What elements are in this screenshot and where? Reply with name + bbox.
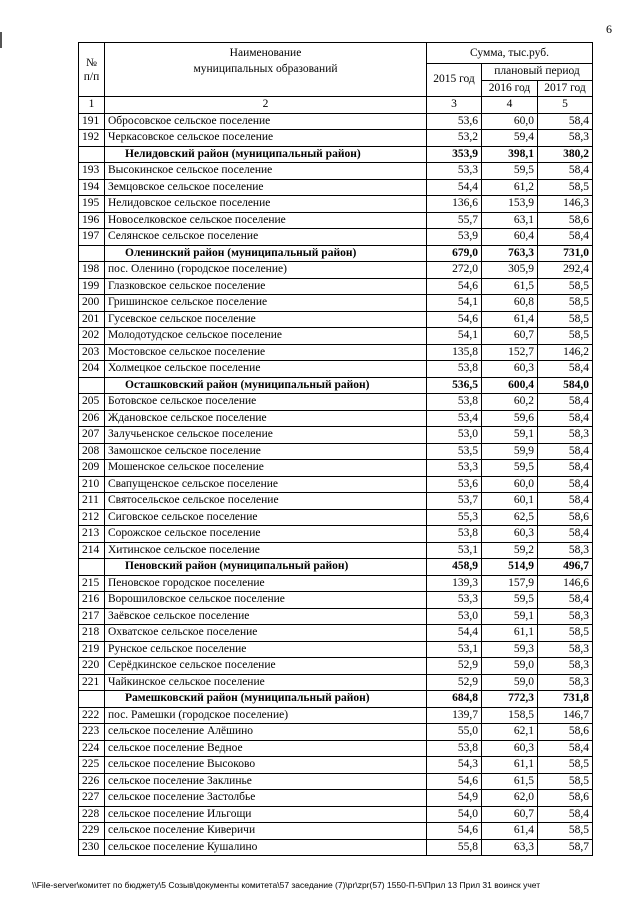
row-number: 196 (79, 212, 105, 229)
row-number: 221 (79, 674, 105, 691)
municipality-name: Свапущенское сельское поселение (105, 476, 427, 493)
municipality-name: пос. Оленино (городское поселение) (105, 262, 427, 279)
table-row (79, 740, 593, 757)
value-2015: 53,8 (427, 394, 482, 411)
value-2016: 60,3 (482, 361, 538, 378)
value-2017: 58,3 (538, 641, 593, 658)
value-2016: 60,2 (482, 394, 538, 411)
table-row (79, 823, 593, 840)
row-number: 222 (79, 707, 105, 724)
municipality-name: Молодотудское сельское поселение (105, 328, 427, 345)
table-row (79, 328, 593, 345)
table-row (79, 707, 593, 724)
value-2016: 59,2 (482, 542, 538, 559)
value-2016: 59,0 (482, 658, 538, 675)
table-row (79, 625, 593, 642)
table-body (79, 113, 593, 856)
row-number: 212 (79, 509, 105, 526)
table-row (79, 212, 593, 229)
table-row (79, 526, 593, 543)
value-2015: 55,0 (427, 724, 482, 741)
row-number (79, 245, 105, 262)
value-2015: 53,4 (427, 410, 482, 427)
row-number: 228 (79, 806, 105, 823)
municipality-name: Пеновское городское поселение (105, 575, 427, 592)
table-row (79, 592, 593, 609)
municipality-name: Гусевское сельское поселение (105, 311, 427, 328)
row-number: 229 (79, 823, 105, 840)
table-row (79, 278, 593, 295)
municipality-name: Черкасовское сельское поселение (105, 130, 427, 147)
value-2015: 53,1 (427, 542, 482, 559)
value-2015: 53,8 (427, 526, 482, 543)
colnum-5: 5 (538, 97, 593, 114)
value-2015: 136,6 (427, 196, 482, 213)
municipality-name: Глазковское сельское поселение (105, 278, 427, 295)
table-row (79, 790, 593, 807)
value-2016: 60,3 (482, 526, 538, 543)
value-2016: 398,1 (482, 146, 538, 163)
column-numbers-row (79, 97, 593, 114)
row-number: 192 (79, 130, 105, 147)
value-2015: 53,5 (427, 443, 482, 460)
table-row (79, 229, 593, 246)
header-num: № п/п (79, 43, 105, 97)
municipality-name: пос. Рамешки (городское поселение) (105, 707, 427, 724)
value-2016: 61,4 (482, 311, 538, 328)
value-2017: 58,5 (538, 823, 593, 840)
row-number: 224 (79, 740, 105, 757)
value-2017: 731,0 (538, 245, 593, 262)
row-number: 209 (79, 460, 105, 477)
colnum-4: 4 (482, 97, 538, 114)
value-2015: 52,9 (427, 674, 482, 691)
value-2017: 292,4 (538, 262, 593, 279)
value-2016: 61,1 (482, 757, 538, 774)
value-2017: 58,5 (538, 328, 593, 345)
value-2016: 60,1 (482, 493, 538, 510)
municipality-name: Сорожское сельское поселение (105, 526, 427, 543)
table-row (79, 427, 593, 444)
table-row (79, 493, 593, 510)
row-number: 214 (79, 542, 105, 559)
value-2015: 52,9 (427, 658, 482, 675)
value-2017: 146,3 (538, 196, 593, 213)
value-2017: 58,4 (538, 806, 593, 823)
header-sum: Сумма, тыс.руб. (427, 43, 593, 64)
header-plan-period: плановый период (482, 64, 593, 81)
municipality-name: Оленинский район (муниципальный район) (105, 245, 427, 262)
table-row (79, 509, 593, 526)
value-2015: 53,8 (427, 740, 482, 757)
row-number: 226 (79, 773, 105, 790)
value-2017: 58,4 (538, 592, 593, 609)
value-2015: 53,2 (427, 130, 482, 147)
value-2017: 58,4 (538, 443, 593, 460)
municipality-name: Осташковский район (муниципальный район) (105, 377, 427, 394)
row-number: 191 (79, 113, 105, 130)
value-2017: 58,6 (538, 509, 593, 526)
value-2015: 679,0 (427, 245, 482, 262)
municipality-name: Охватское сельское поселение (105, 625, 427, 642)
value-2017: 58,3 (538, 427, 593, 444)
value-2016: 158,5 (482, 707, 538, 724)
value-2015: 54,6 (427, 773, 482, 790)
row-number: 208 (79, 443, 105, 460)
value-2015: 54,1 (427, 295, 482, 312)
value-2016: 61,5 (482, 278, 538, 295)
value-2016: 61,5 (482, 773, 538, 790)
value-2017: 58,3 (538, 658, 593, 675)
value-2015: 53,9 (427, 229, 482, 246)
municipality-name: Гришинское сельское поселение (105, 295, 427, 312)
value-2016: 63,1 (482, 212, 538, 229)
table-row (79, 130, 593, 147)
table-row (79, 295, 593, 312)
row-number: 205 (79, 394, 105, 411)
row-number: 202 (79, 328, 105, 345)
row-number: 219 (79, 641, 105, 658)
row-number: 217 (79, 608, 105, 625)
municipality-name: Мостовское сельское поселение (105, 344, 427, 361)
value-2017: 58,6 (538, 790, 593, 807)
municipality-name: Рамешковский район (муниципальный район) (105, 691, 427, 708)
value-2017: 58,5 (538, 625, 593, 642)
table-row (79, 361, 593, 378)
table-row (79, 311, 593, 328)
row-number: 213 (79, 526, 105, 543)
value-2016: 60,7 (482, 328, 538, 345)
value-2015: 53,3 (427, 460, 482, 477)
value-2016: 157,9 (482, 575, 538, 592)
value-2017: 58,5 (538, 278, 593, 295)
district-total-row (79, 559, 593, 576)
budget-table (78, 42, 593, 856)
row-number (79, 377, 105, 394)
row-number: 194 (79, 179, 105, 196)
municipality-name: Холмецкое сельское поселение (105, 361, 427, 378)
value-2016: 62,1 (482, 724, 538, 741)
municipality-name: Хитинское сельское поселение (105, 542, 427, 559)
value-2017: 146,7 (538, 707, 593, 724)
value-2015: 54,4 (427, 625, 482, 642)
value-2017: 731,8 (538, 691, 593, 708)
value-2017: 58,6 (538, 212, 593, 229)
table-row (79, 344, 593, 361)
value-2015: 353,9 (427, 146, 482, 163)
row-number: 230 (79, 839, 105, 856)
row-number: 198 (79, 262, 105, 279)
row-number: 210 (79, 476, 105, 493)
district-total-row (79, 377, 593, 394)
value-2016: 59,6 (482, 410, 538, 427)
municipality-name: Святосельское сельское поселение (105, 493, 427, 510)
table-row (79, 163, 593, 180)
value-2015: 135,8 (427, 344, 482, 361)
municipality-name: Ворошиловское сельское поселение (105, 592, 427, 609)
row-number: 197 (79, 229, 105, 246)
page-number: 6 (606, 22, 612, 36)
header-2016: 2016 год (482, 80, 538, 97)
municipality-name: сельское поселение Алёшино (105, 724, 427, 741)
header-2017: 2017 год (538, 80, 593, 97)
value-2016: 60,0 (482, 113, 538, 130)
value-2017: 496,7 (538, 559, 593, 576)
value-2016: 153,9 (482, 196, 538, 213)
row-number: 218 (79, 625, 105, 642)
table-row (79, 575, 593, 592)
table-row (79, 724, 593, 741)
value-2017: 58,3 (538, 542, 593, 559)
value-2017: 58,3 (538, 674, 593, 691)
value-2015: 53,0 (427, 608, 482, 625)
value-2016: 59,5 (482, 460, 538, 477)
value-2015: 54,6 (427, 311, 482, 328)
row-number: 227 (79, 790, 105, 807)
row-number: 195 (79, 196, 105, 213)
value-2016: 60,7 (482, 806, 538, 823)
value-2015: 55,7 (427, 212, 482, 229)
value-2015: 54,0 (427, 806, 482, 823)
municipality-name: Сиговское сельское поселение (105, 509, 427, 526)
table-row (79, 641, 593, 658)
value-2015: 139,7 (427, 707, 482, 724)
value-2016: 60,4 (482, 229, 538, 246)
municipality-name: сельское поселение Ильгощи (105, 806, 427, 823)
row-number: 193 (79, 163, 105, 180)
table-row (79, 394, 593, 411)
value-2017: 58,4 (538, 394, 593, 411)
value-2015: 53,6 (427, 113, 482, 130)
table-row (79, 179, 593, 196)
row-number: 200 (79, 295, 105, 312)
row-number (79, 146, 105, 163)
value-2017: 584,0 (538, 377, 593, 394)
value-2015: 55,8 (427, 839, 482, 856)
row-number: 211 (79, 493, 105, 510)
value-2016: 60,3 (482, 740, 538, 757)
value-2017: 58,5 (538, 773, 593, 790)
row-number: 199 (79, 278, 105, 295)
value-2015: 272,0 (427, 262, 482, 279)
value-2015: 458,9 (427, 559, 482, 576)
header-2015: 2015 год (427, 64, 482, 97)
value-2017: 58,4 (538, 526, 593, 543)
page-edge-mark (0, 32, 2, 48)
value-2017: 58,5 (538, 757, 593, 774)
municipality-name: Мошенское сельское поселение (105, 460, 427, 477)
municipality-name: Высокинское сельское поселение (105, 163, 427, 180)
value-2016: 61,1 (482, 625, 538, 642)
municipality-name: Новоселковское сельское поселение (105, 212, 427, 229)
table-row (79, 410, 593, 427)
table-row (79, 262, 593, 279)
municipality-name: Пеновский район (муниципальный район) (105, 559, 427, 576)
municipality-name: Заёвское сельское поселение (105, 608, 427, 625)
value-2017: 58,6 (538, 724, 593, 741)
municipality-name: Земцовское сельское поселение (105, 179, 427, 196)
row-number: 225 (79, 757, 105, 774)
value-2016: 59,5 (482, 163, 538, 180)
value-2016: 514,9 (482, 559, 538, 576)
municipality-name: Ботовское сельское поселение (105, 394, 427, 411)
value-2016: 59,4 (482, 130, 538, 147)
table-row (79, 542, 593, 559)
value-2016: 61,4 (482, 823, 538, 840)
colnum-1: 1 (79, 97, 105, 114)
file-path-footer: \\File-server\комитет по бюджету\5 Созыв\документы комитета\57 заседание (7)\pr\zpr(57) 1550-П-5\Прил 13 Прил 31 воинск учет (32, 880, 541, 890)
value-2017: 58,4 (538, 476, 593, 493)
table-row (79, 658, 593, 675)
row-number (79, 559, 105, 576)
value-2016: 772,3 (482, 691, 538, 708)
value-2016: 60,8 (482, 295, 538, 312)
value-2016: 59,9 (482, 443, 538, 460)
municipality-name: Замошское сельское поселение (105, 443, 427, 460)
value-2016: 59,1 (482, 608, 538, 625)
row-number: 206 (79, 410, 105, 427)
row-number: 215 (79, 575, 105, 592)
value-2017: 58,4 (538, 113, 593, 130)
row-number: 203 (79, 344, 105, 361)
value-2017: 58,4 (538, 740, 593, 757)
value-2017: 58,4 (538, 493, 593, 510)
municipality-name: Нелидовское сельское поселение (105, 196, 427, 213)
municipality-name: сельское поселение Застолбье (105, 790, 427, 807)
row-number: 204 (79, 361, 105, 378)
row-number: 207 (79, 427, 105, 444)
municipality-name: сельское поселение Кушалино (105, 839, 427, 856)
value-2015: 536,5 (427, 377, 482, 394)
municipality-name: Серёдкинское сельское поселение (105, 658, 427, 675)
value-2017: 58,5 (538, 311, 593, 328)
row-number: 201 (79, 311, 105, 328)
table-row (79, 839, 593, 856)
value-2016: 59,1 (482, 427, 538, 444)
table-row (79, 196, 593, 213)
district-total-row (79, 691, 593, 708)
district-total-row (79, 245, 593, 262)
value-2017: 146,6 (538, 575, 593, 592)
value-2016: 763,3 (482, 245, 538, 262)
table-row (79, 806, 593, 823)
municipality-name: сельское поселение Ведное (105, 740, 427, 757)
municipality-name: Нелидовский район (муниципальный район) (105, 146, 427, 163)
value-2017: 58,5 (538, 179, 593, 196)
value-2017: 146,2 (538, 344, 593, 361)
value-2016: 600,4 (482, 377, 538, 394)
table-row (79, 757, 593, 774)
value-2016: 62,5 (482, 509, 538, 526)
value-2015: 53,3 (427, 592, 482, 609)
table-row (79, 476, 593, 493)
row-number: 223 (79, 724, 105, 741)
value-2015: 54,1 (427, 328, 482, 345)
value-2016: 59,0 (482, 674, 538, 691)
value-2015: 54,6 (427, 278, 482, 295)
table-row (79, 443, 593, 460)
value-2015: 53,8 (427, 361, 482, 378)
value-2015: 54,9 (427, 790, 482, 807)
value-2017: 58,3 (538, 130, 593, 147)
value-2015: 684,8 (427, 691, 482, 708)
row-number: 216 (79, 592, 105, 609)
value-2015: 139,3 (427, 575, 482, 592)
value-2017: 58,4 (538, 460, 593, 477)
value-2015: 53,6 (427, 476, 482, 493)
value-2015: 53,3 (427, 163, 482, 180)
value-2015: 54,3 (427, 757, 482, 774)
value-2016: 59,3 (482, 641, 538, 658)
value-2017: 58,4 (538, 361, 593, 378)
colnum-2: 2 (105, 97, 427, 114)
value-2017: 58,5 (538, 295, 593, 312)
value-2015: 54,4 (427, 179, 482, 196)
value-2017: 380,2 (538, 146, 593, 163)
municipality-name: Селянское сельское поселение (105, 229, 427, 246)
value-2016: 152,7 (482, 344, 538, 361)
table-row (79, 674, 593, 691)
municipality-name: Обросовское сельское поселение (105, 113, 427, 130)
value-2016: 59,5 (482, 592, 538, 609)
municipality-name: Рунское сельское поселение (105, 641, 427, 658)
colnum-3: 3 (427, 97, 482, 114)
value-2015: 53,0 (427, 427, 482, 444)
header-name: Наименование муниципальных образований (105, 43, 427, 97)
table-row (79, 773, 593, 790)
value-2016: 61,2 (482, 179, 538, 196)
value-2016: 63,3 (482, 839, 538, 856)
value-2015: 53,7 (427, 493, 482, 510)
municipality-name: сельское поселение Заклинье (105, 773, 427, 790)
municipality-name: Залучьенское сельское поселение (105, 427, 427, 444)
value-2015: 54,6 (427, 823, 482, 840)
value-2017: 58,3 (538, 608, 593, 625)
value-2017: 58,4 (538, 163, 593, 180)
value-2015: 55,3 (427, 509, 482, 526)
district-total-row (79, 146, 593, 163)
value-2016: 60,0 (482, 476, 538, 493)
value-2017: 58,4 (538, 229, 593, 246)
value-2015: 53,1 (427, 641, 482, 658)
municipality-name: сельское поселение Киверичи (105, 823, 427, 840)
municipality-name: Ждановское сельское поселение (105, 410, 427, 427)
value-2017: 58,4 (538, 410, 593, 427)
value-2016: 305,9 (482, 262, 538, 279)
table-row (79, 608, 593, 625)
row-number (79, 691, 105, 708)
value-2016: 62,0 (482, 790, 538, 807)
municipality-name: Чайкинское сельское поселение (105, 674, 427, 691)
table-row (79, 460, 593, 477)
row-number: 220 (79, 658, 105, 675)
municipality-name: сельское поселение Высоково (105, 757, 427, 774)
table-row (79, 113, 593, 130)
value-2017: 58,7 (538, 839, 593, 856)
